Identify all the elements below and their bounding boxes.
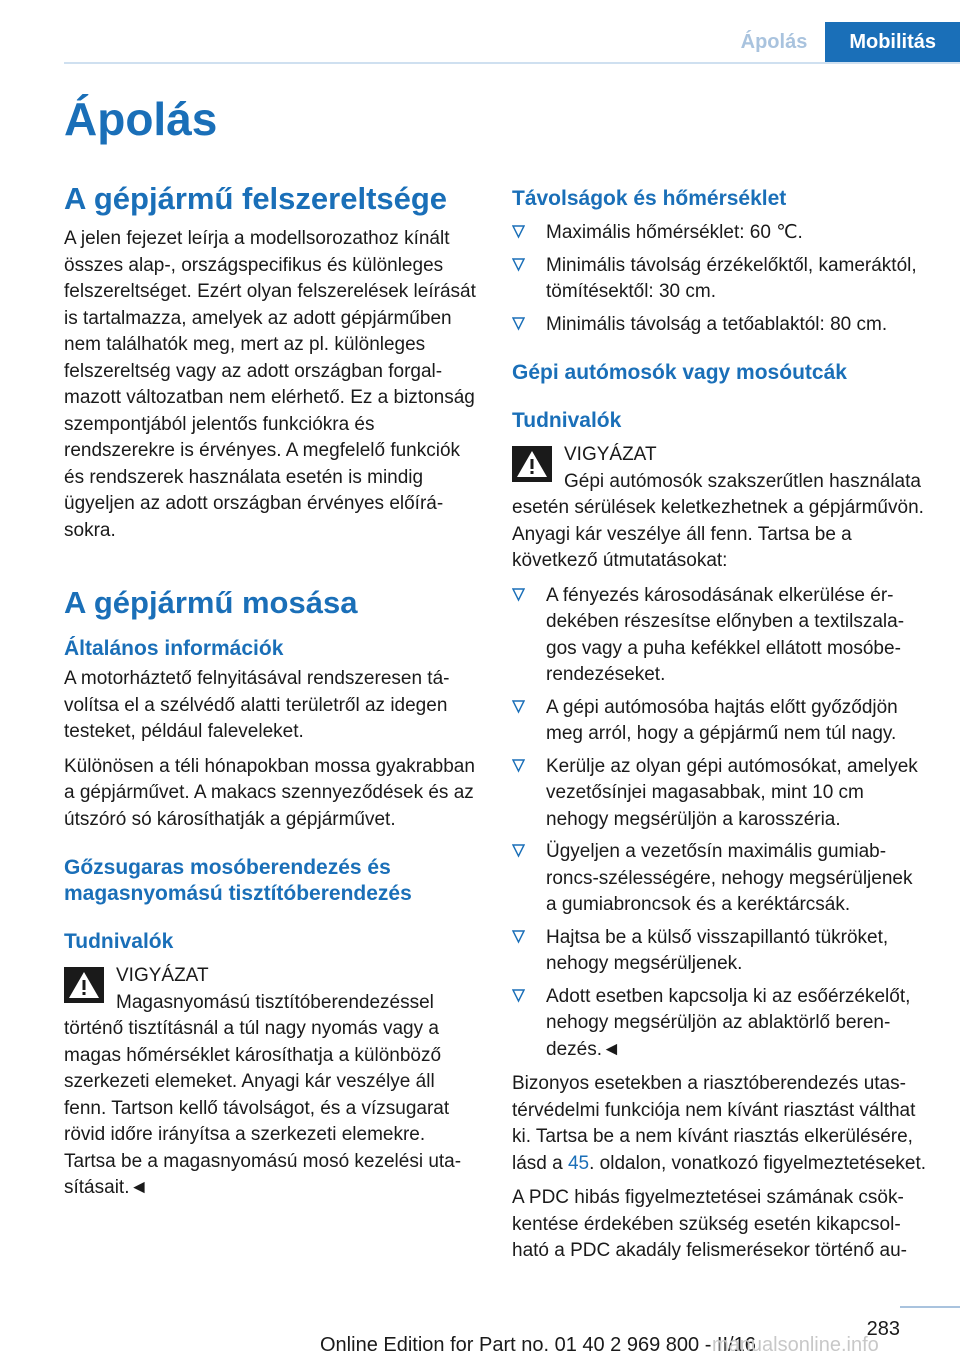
list-item: A fényezés károsodásának elkerülése érdekében részesítse előnyben a textilszalagos vagy a puha kefékkel ellátott mosóberendezéseket.	[512, 583, 928, 689]
triangle-bullet-icon	[512, 759, 525, 773]
alarm-paragraph: Bizonyos esetekben a riasztóberendezés utastérvédelmi funkciója nem kívánt riasztást válthat ki. Tartsa be a nem kívánt riasztás elkerülésére, lásd a 45. oldalon, vonatkozó figyelmeztetéseket.	[512, 1073, 927, 1174]
triangle-bullet-icon	[512, 989, 525, 1003]
subsection-title-car-wash: Gépi autómosók vagy mosóutcák	[512, 361, 847, 384]
warning-triangle-icon	[64, 967, 104, 1003]
equipment-paragraph: A jelen fejezet leírja a modellsorozathoz kínált összes alap-, országspecifikus és különleges felszereltséget. Ezért olyan felszerelések leírását is tartalmazza, amelyek az adott gépjárműben nem találhatók meg, mert az pl. különleges felszereltség vagy az adott országban forgalmazott változatban nem elérhető. Ez a biztonság szempontjából jelentős funkciókra és rendszerekre is érvényes. A megfelelő funkciók és rendszerek használata esetén is mindig ügyeljen az adott országban érvényes előírásokra.	[64, 228, 476, 541]
subsection-title-distances: Távolságok és hőmérséklet	[512, 187, 787, 210]
triangle-bullet-icon	[512, 930, 525, 944]
watermark: manualsonline.info	[712, 1334, 879, 1356]
list-item: Maximális hőmérséklet: 60 ℃.	[512, 220, 928, 247]
warning-text: Magasnyomású tisztítóberendezéssel történő tisztításnál a túl nagy nyomás vagy a magas hőmérséklet károsíthatja a különböző szerkezeti elemeket. Anyagi kár veszélye áll fenn. Tartson kellő távolságot, és a vízsugarat rövid időre irányítsa a szerkezeti elemekre. Tartsa be a magasnyomású mosó kezelési utasításait.◄	[64, 991, 462, 1198]
left-column	[64, 180, 480, 1202]
warning-block-left	[64, 963, 480, 1202]
section-title-equipment: A gépjármű felszereltsége	[64, 181, 448, 216]
notes-title-right: Tudnivalók	[512, 409, 622, 432]
section-title-washing: A gépjármű mosása	[64, 585, 358, 620]
tab-mobilitas[interactable]: Mobilitás	[825, 22, 960, 62]
right-column	[512, 180, 928, 1265]
triangle-bullet-icon	[512, 588, 525, 602]
list-item: Hajtsa be a külső visszapillantó tükröket, nehogy megsérüljenek.	[512, 925, 928, 978]
page-reference-link[interactable]: 45	[567, 1152, 590, 1174]
triangle-bullet-icon	[512, 258, 525, 272]
subsection-title-general: Általános információk	[64, 637, 284, 660]
notes-title-left: Tudnivalók	[64, 930, 174, 953]
triangle-bullet-icon	[512, 317, 525, 331]
car-wash-list	[512, 583, 928, 1064]
warning-label: VIGYÁZAT	[116, 965, 209, 986]
warning-text: Gépi autómosók szakszerűtlen használata esetén sérülések keletkezhetnek a gépjárművön. Anyagi kár veszélye áll fenn. Tartsa be a következő útmutatásokat:	[512, 470, 924, 571]
warning-triangle-icon	[512, 446, 552, 482]
triangle-bullet-icon	[512, 700, 525, 714]
warning-block-right	[512, 442, 928, 575]
tab-apolas[interactable]: Ápolás	[740, 30, 808, 53]
footer-divider	[900, 1306, 960, 1308]
list-item: Minimális távolság a tetőablaktól: 80 cm.	[512, 312, 928, 339]
page-number: 283	[866, 1318, 900, 1340]
list-item: Adott esetben kapcsolja ki az esőérzékelőt, nehogy megsérüljön az ablaktörlő berendezés.◄	[512, 984, 928, 1064]
subsection-title-steam-cleaner: Gőzsugaras mosóberendezés és magasnyomású tisztítóberendezés	[64, 856, 412, 905]
distances-list	[512, 220, 928, 338]
triangle-bullet-icon	[512, 844, 525, 858]
header-divider	[64, 62, 960, 64]
warning-label: VIGYÁZAT	[564, 444, 657, 465]
general-paragraph-1: A motorháztető felnyitásával rendszeresen távolítsa el a szélvédő alatti területről az idegen testeket, például faleveleket.	[64, 668, 450, 742]
list-item: Minimális távolság érzékelőktől, kameráktól, tömítésektől: 30 cm.	[512, 253, 928, 306]
general-paragraph-2: Különösen a téli hónapokban mossa gyakrabban a gépjárművet. A makacs szennyeződések és az útszóró só károsíthatják a gépjárművet.	[64, 755, 475, 830]
list-item: A gépi autómosóba hajtás előtt győződjön meg arról, hogy a gépjármű nem túl nagy.	[512, 695, 928, 748]
pdc-paragraph: A PDC hibás figyelmeztetései számának csökkentése érdekében szükség esetén kikapcsolható a PDC akadály felismerésekor történő au-	[512, 1187, 907, 1261]
page-title: Ápolás	[64, 93, 218, 145]
edition-note: Online Edition for Part no. 01 40 2 969 800 - II/16	[320, 1334, 756, 1356]
list-item: Ügyeljen a vezetősín maximális gumiabroncs-szélességére, nehogy megsérüljenek a gumiabroncsok és a keréktárcsák.	[512, 839, 928, 919]
chapter-tabs	[723, 22, 960, 62]
list-item: Kerülje az olyan gépi autómosókat, amelyek vezetősínjei magasabbak, mint 10 cm nehogy megsérüljön a karosszéria.	[512, 754, 928, 834]
triangle-bullet-icon	[512, 225, 525, 239]
